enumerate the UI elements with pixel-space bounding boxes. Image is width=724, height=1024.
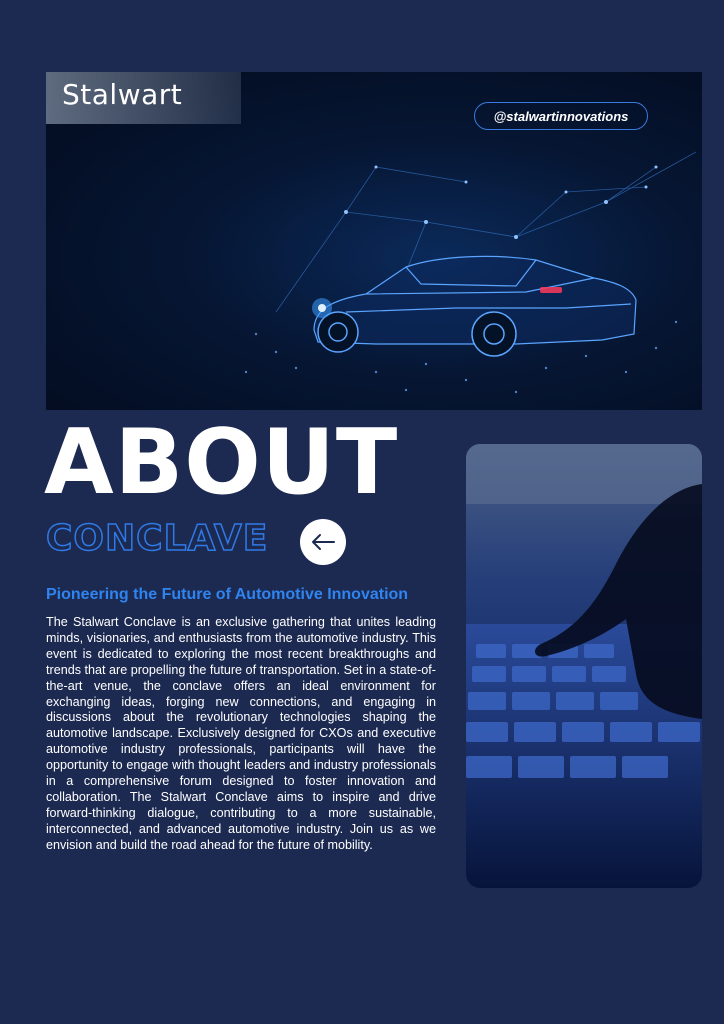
- arrow-left-icon: [310, 533, 336, 551]
- page-subtitle: CONCLAVE: [46, 518, 269, 559]
- brand-logo-box: [46, 72, 241, 124]
- keyboard-graphic: [466, 444, 702, 888]
- brand-name: Stalwart: [62, 78, 183, 111]
- arrow-left-button[interactable]: [300, 519, 346, 565]
- page-title: ABOUT: [44, 410, 399, 515]
- social-handle-badge[interactable]: @stalwartinnovations: [474, 102, 648, 130]
- section-body: The Stalwart Conclave is an exclusive gathering that unites leading minds, visionaries, and enthusiasts from the automotive industry. This event is dedicated to exploring the most recent breakthroughs and trends that are propelling the future of transportation. Set in a state-of-the-art venue, the conclave offers an ideal environment for exchanging ideas, forging new connections, and engaging in discussions about the revolutionary technologies shaping the automotive landscape. Exclusively designed for CXOs and executive automotive industry professionals, participants will have the opportunity to engage with thought leaders and industry professionals in a comprehensive forum designed to foster innovation and collaboration. The Stalwart Conclave aims to inspire and drive forward-thinking dialogue, contributing to a more sustainable, interconnected, and advanced automotive industry. Join us as we envision and build the road ahead for the future of mobility.: [46, 615, 436, 852]
- hand-keyboard-image: [466, 444, 702, 888]
- section-tagline: Pioneering the Future of Automotive Innovation: [46, 586, 409, 603]
- hero-image: [46, 72, 702, 410]
